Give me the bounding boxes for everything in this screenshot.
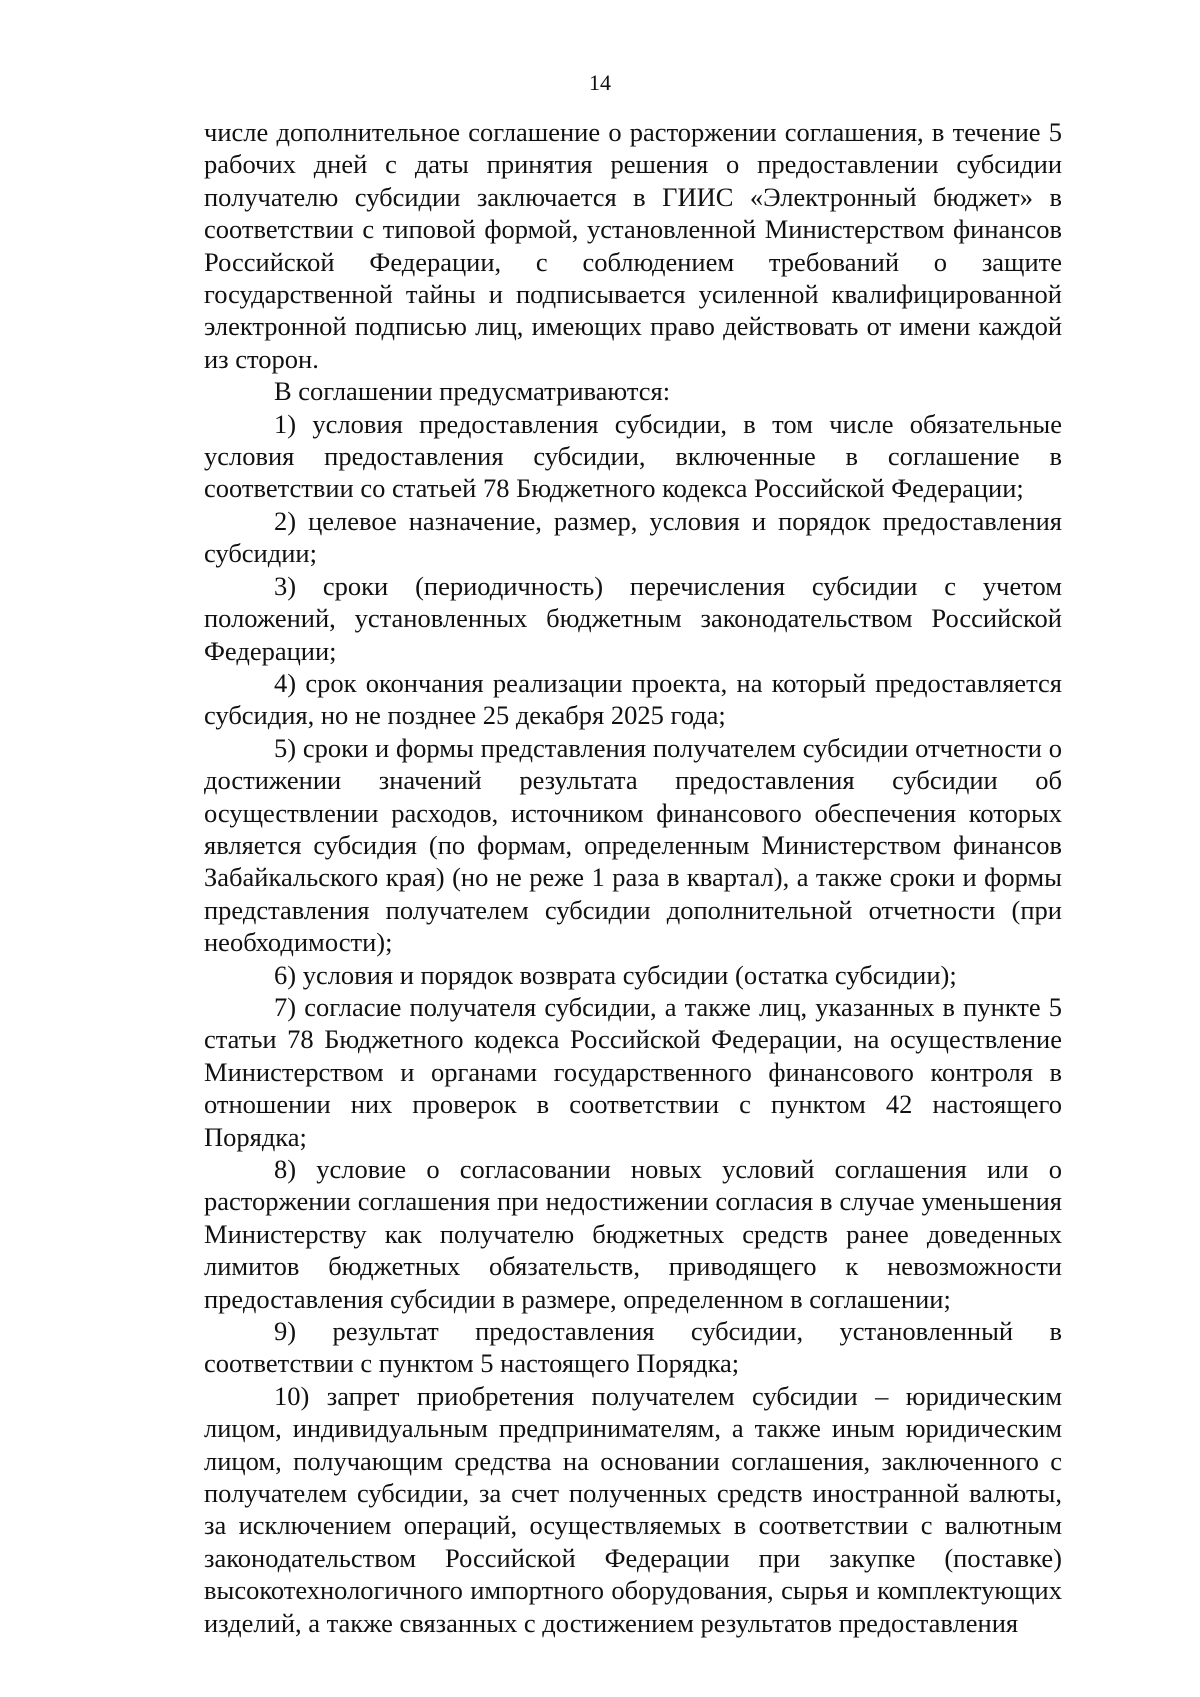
list-item-7: 7) согласие получателя субсидии, а также лиц, указанных в пункте 5 статьи 78 Бюджетного кодекса Российской Федерации, на осуществление Министерством и органами государственного финансового контроля в отношении них проверок в соответствии с пунктом 42 настоящего Порядка; — [204, 991, 1062, 1152]
document-body — [204, 116, 1062, 1639]
list-item-1: 1) условия предоставления субсидии, в том числе обязательные условия предоставления субсидии, включенные в соглашение в соответствии со статьей 78 Бюджетного кодекса Российской Федерации; — [204, 408, 1062, 504]
list-item-2: 2) целевое назначение, размер, условия и порядок предоставления субсидии; — [204, 505, 1062, 569]
list-item-9: 9) результат предоставления субсидии, установленный в соответствии с пунктом 5 настоящего Порядка; — [204, 1316, 1062, 1379]
list-item-10: 10) запрет приобретения получателем субсидии – юридическим лицом, индивидуальным предпринимателям, а также иным юридическим лицом, получающим средства на основании соглашения, заключенного с получателем субсидии, за счет полученных средств иностранной валюты, за исключением операций, осуществляемых в соответствии с валютным законодательством Российской Федерации при закупке (поставке) высокотехнологичного импортного оборудования, сырья и комплектующих изделий, а также связанных с достижением результатов предоставления — [204, 1380, 1062, 1638]
list-item-4: 4) срок окончания реализации проекта, на который предоставляется субсидия, но не позднее 25 декабря 2025 года; — [204, 667, 1062, 731]
page-number: 14 — [589, 70, 611, 95]
list-item-3: 3) сроки (периодичность) перечисления субсидии с учетом положений, установленных бюджетным законодательством Российской Федерации; — [204, 570, 1062, 666]
list-item-8: 8) условие о согласовании новых условий соглашения или о расторжении соглашения при недостижении согласия в случае уменьшения Министерству как получателю бюджетных средств ранее доведенных лимитов бюджетных обязательств, приводящего к невозможности предоставления субсидии в размере, определенном в соглашении; — [204, 1154, 1062, 1314]
list-item-6: 6) условия и порядок возврата субсидии (остатка субсидии); — [274, 959, 957, 990]
paragraph-continuation: числе дополнительное соглашение о расторжении соглашения, в течение 5 рабочих дней с даты принятия решения о предоставлении субсидии получателю субсидии заключается в ГИИС «Электронный бюджет» в соответствии с типовой формой, установленной Министерством финансов Российской Федерации, с соблюдением требований о защите государственной тайны и подписывается усиленной квалифицированной электронной подписью лиц, имеющих право действовать от имени каждой из сторон. — [204, 117, 1062, 374]
paragraph-agreement-intro: В соглашении предусматриваются: — [274, 376, 671, 407]
list-item-5: 5) сроки и формы представления получателем субсидии отчетности о достижении значений результата предоставления субсидии об осуществлении расходов, источником финансового обеспечения которых является субсидия (по формам, определенным Министерством финансов Забайкальского края) (но не реже 1 раза в квартал), а также сроки и формы представления получателем субсидии дополнительной отчетности (при необходимости); — [204, 732, 1062, 958]
